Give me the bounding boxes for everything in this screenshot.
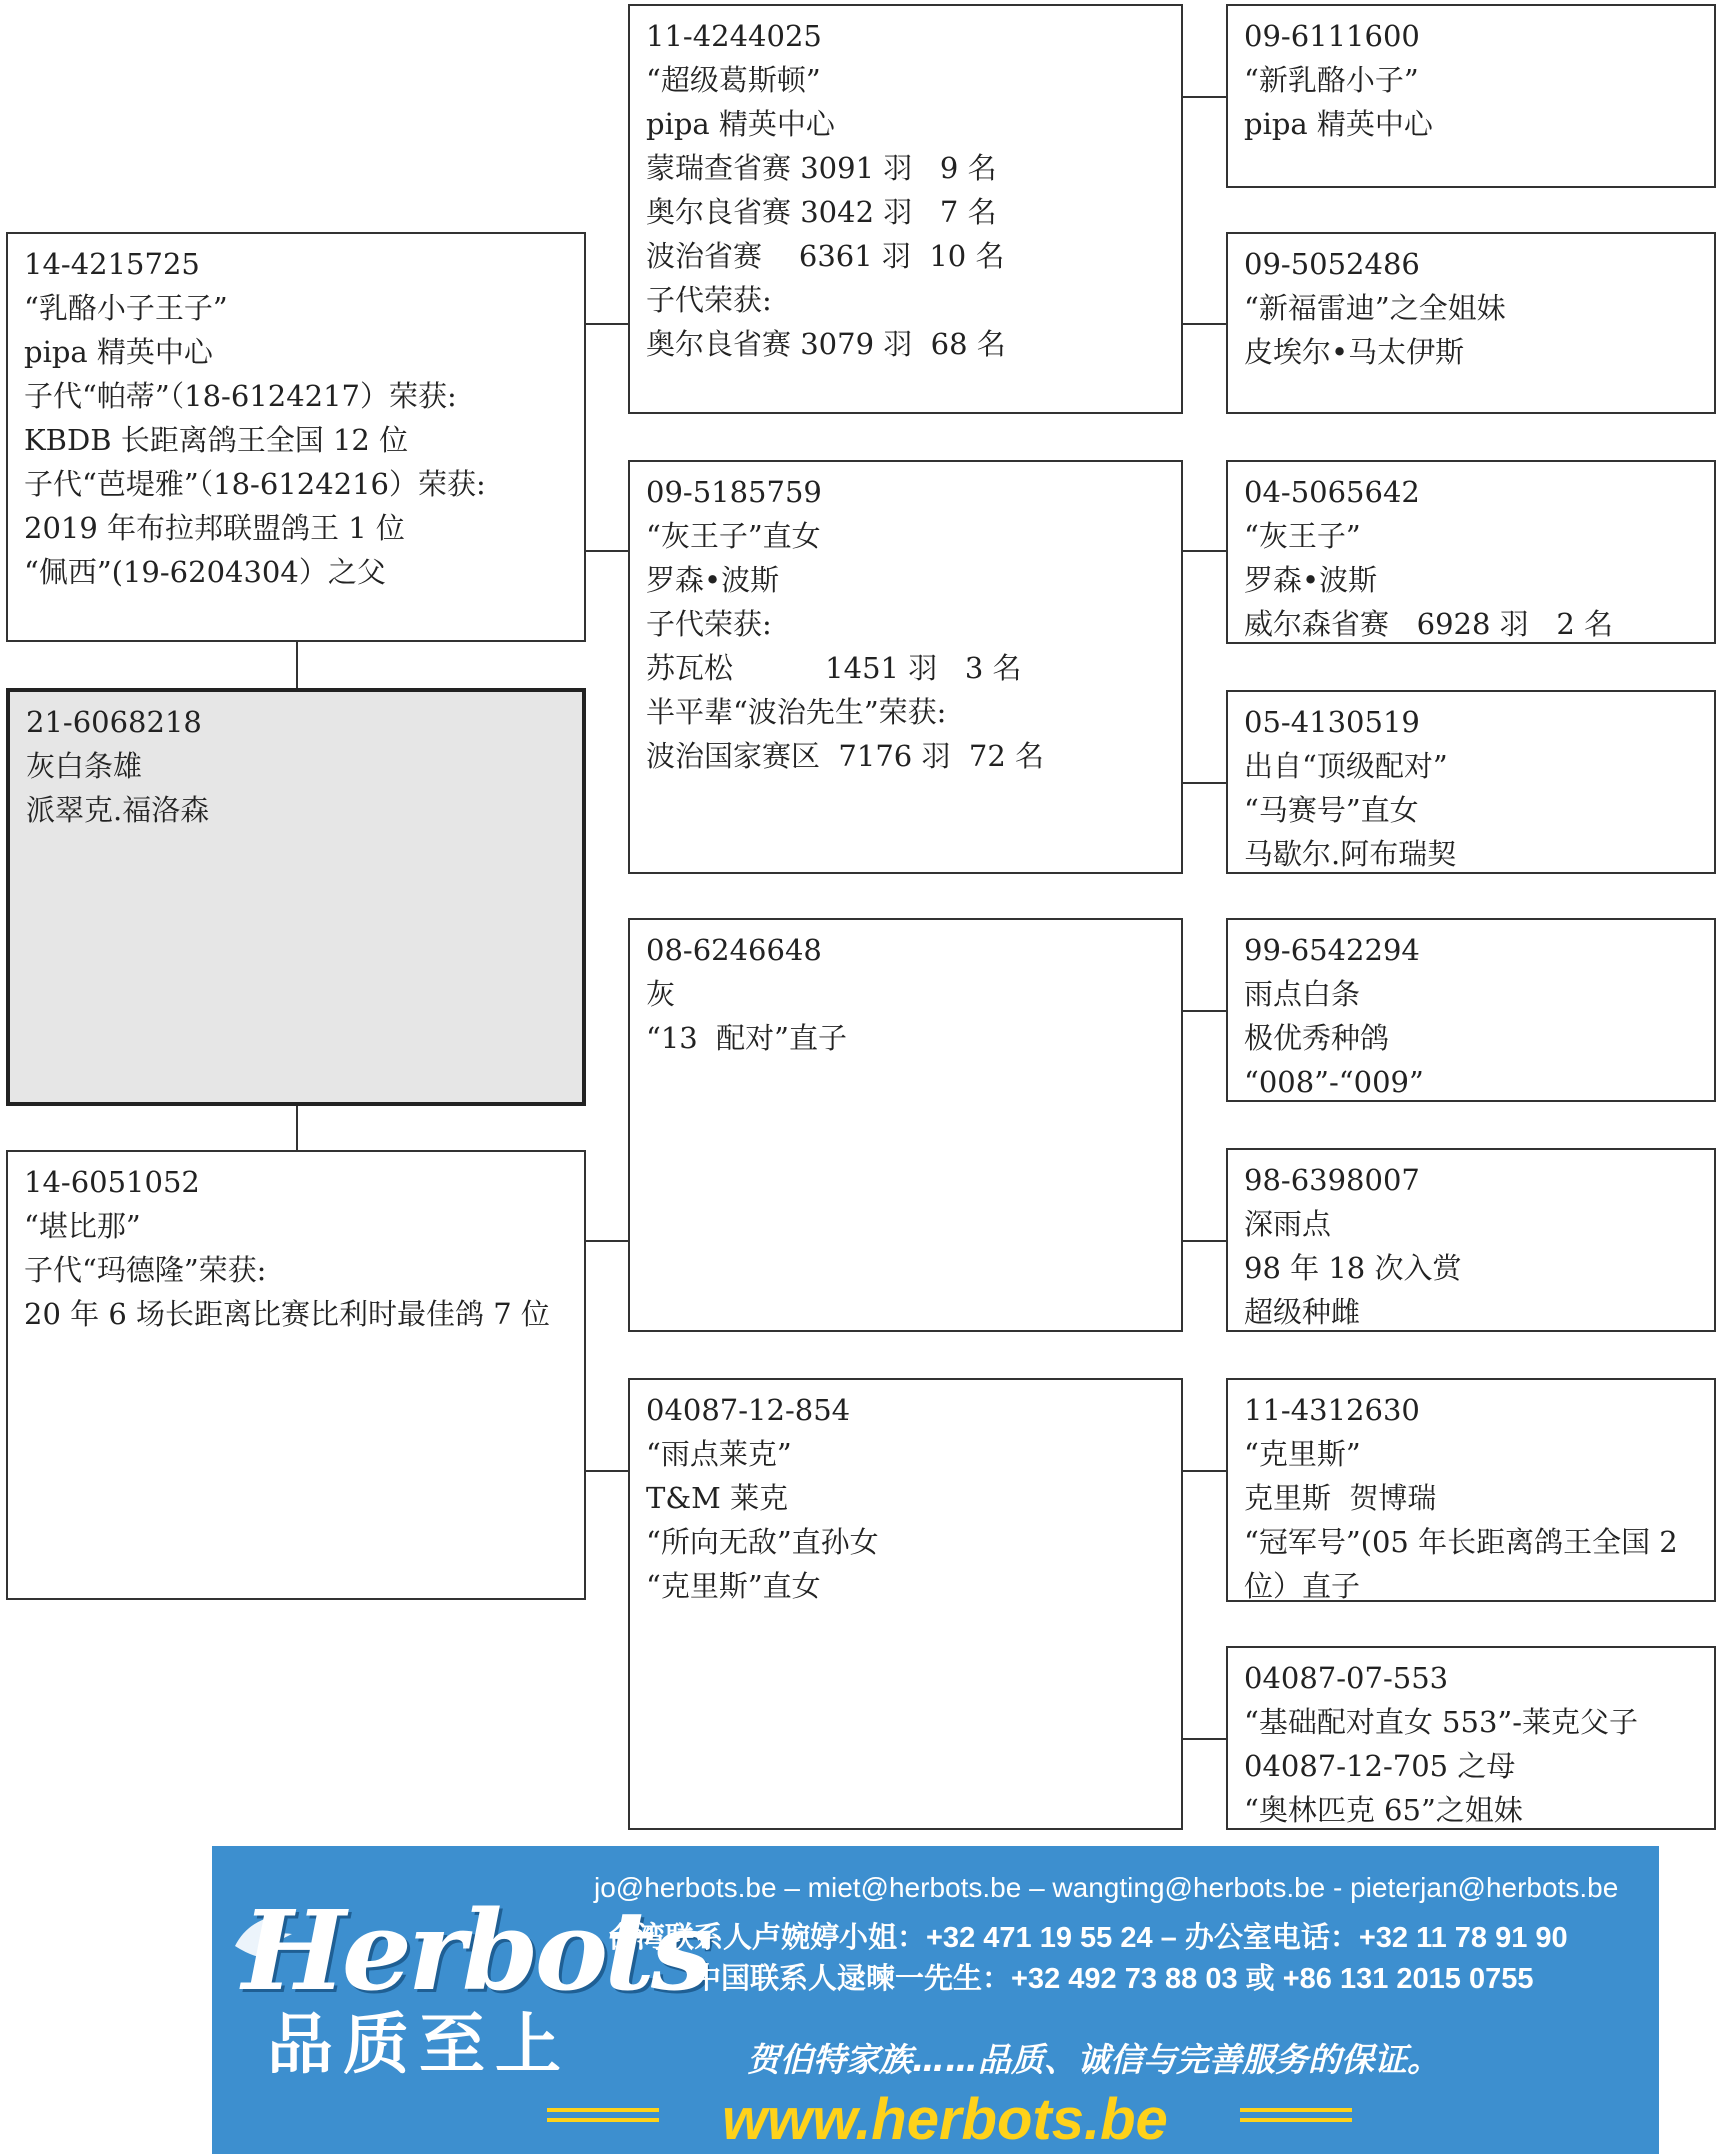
- pedigree-info-line: 2019 年布拉邦联盟鸽王 1 位: [24, 511, 405, 545]
- pedigree-info-line: 98 年 18 次入赏: [1244, 1251, 1462, 1285]
- connector-line: [586, 323, 628, 325]
- pedigree-info-line: “超级葛斯顿”: [646, 63, 821, 97]
- ring-number: 21-6068218: [26, 705, 202, 739]
- divider-line-right: [1240, 2118, 1352, 2122]
- pedigree-info-line: 子代“芭堤雅”（18-6124216）荣获:: [24, 467, 486, 501]
- pedigree-ss-card: [628, 4, 1183, 414]
- connector-line: [586, 1470, 628, 1472]
- ring-number: 04-5065642: [1244, 475, 1420, 509]
- pedigree-info-line: “克里斯”直女: [646, 1569, 821, 1603]
- pedigree-info-line: 奥尔良省赛 3079 羽 68 名: [646, 327, 1006, 361]
- pedigree-info-line: “所向无敌”直孙女: [646, 1525, 879, 1559]
- pedigree-info-line: 派翠克.福洛森: [26, 793, 210, 827]
- pedigree-info-line: 苏瓦松 1451 羽 3 名: [646, 651, 1022, 685]
- connector-line: [1183, 1010, 1226, 1012]
- pedigree-info-line: 克里斯 贺博瑞: [1244, 1481, 1437, 1515]
- pedigree-info-line: “马赛号”直女: [1244, 793, 1419, 827]
- connector-line: [1183, 782, 1226, 784]
- ring-number: 14-4215725: [24, 247, 200, 281]
- pedigree-info-line: pipa 精英中心: [646, 107, 835, 141]
- pedigree-info-line: 波治国家赛区 7176 羽 72 名: [646, 739, 1045, 773]
- pedigree-dsd-card: [1226, 1148, 1716, 1332]
- ring-number: 98-6398007: [1244, 1163, 1420, 1197]
- pedigree-sdd-card: [1226, 690, 1716, 874]
- pedigree-info-line: “雨点莱克”: [646, 1437, 792, 1471]
- pedigree-info-line: 04087-12-705 之母: [1244, 1749, 1516, 1783]
- divider-line-left: [547, 2108, 659, 2112]
- pedigree-info-line: 蒙瑞查省赛 3091 羽 9 名: [646, 151, 997, 185]
- connector-line: [1183, 96, 1226, 98]
- pedigree-info-line: 奥尔良省赛 3042 羽 7 名: [646, 195, 997, 229]
- connector-line: [296, 642, 298, 688]
- pedigree-info-line: 马歇尔.阿布瑞契: [1244, 837, 1457, 871]
- herbots-logo: Herbots: [242, 1886, 709, 2015]
- email-list[interactable]: jo@herbots.be – miet@herbots.be – wangting@herbots.be - pieterjan@herbots.be: [594, 1872, 1619, 1903]
- ring-number: 11-4312630: [1244, 1393, 1420, 1427]
- pedigree-info-line: 波治省赛 6361 羽 10 名: [646, 239, 1005, 273]
- pedigree-info-line: 子代“帕蒂”（18-6124217）荣获:: [24, 379, 457, 413]
- contact-china: 中国联系人逯暕一先生：+32 492 73 88 03 或 +86 131 2015 0755: [692, 1963, 1534, 1995]
- pedigree-info-line: 子代荣获:: [646, 283, 772, 317]
- footer-banner: [212, 1846, 1659, 2154]
- pedigree-dds-card: [1226, 1378, 1716, 1602]
- pedigree-info-line: 半平辈“波治先生”荣获:: [646, 695, 947, 729]
- ring-number: 14-6051052: [24, 1165, 200, 1199]
- slogan: 品质至上: [267, 2006, 571, 2083]
- pedigree-info-line: “堪比那”: [24, 1209, 141, 1243]
- connector-line: [1183, 1470, 1226, 1472]
- ring-number: 09-5185759: [646, 475, 822, 509]
- pedigree-subject-card: [6, 688, 586, 1106]
- pedigree-ddd-card: [1226, 1646, 1716, 1830]
- pedigree-sire-card: [6, 232, 586, 642]
- pedigree-sds-card: [1226, 460, 1716, 644]
- ring-number: 09-5052486: [1244, 247, 1420, 281]
- pedigree-info-line: “灰王子”直女: [646, 519, 821, 553]
- connector-line: [296, 1106, 298, 1150]
- pedigree-dam-card: [6, 1150, 586, 1600]
- ring-number: 04087-07-553: [1244, 1661, 1449, 1695]
- pedigree-info-line: 子代荣获:: [646, 607, 772, 641]
- pedigree-info-line: 深雨点: [1244, 1207, 1332, 1241]
- ring-number: 99-6542294: [1244, 933, 1420, 967]
- pedigree-info-line: 灰白条雄: [26, 749, 143, 783]
- pedigree-info-line: 子代“玛德隆”荣获:: [24, 1253, 267, 1287]
- pedigree-info-line: “008”-“009”: [1244, 1065, 1424, 1099]
- pedigree-info-line: “基础配对直女 553”-莱克父子: [1244, 1705, 1639, 1739]
- contact-taiwan: 台湾联系人卢婉婷小姐：+32 471 19 55 24 – 办公室电话：+32 11 78 91 90: [607, 1922, 1568, 1954]
- pedigree-info-line: 出自“顶级配对”: [1244, 749, 1448, 783]
- website-link[interactable]: www.herbots.be: [722, 2087, 1168, 2152]
- pedigree-info-line: 20 年 6 场长距离比赛比利时最佳鸽 7 位: [24, 1297, 550, 1331]
- pedigree-info-line: 皮埃尔•马太伊斯: [1244, 335, 1465, 369]
- connector-line: [586, 550, 628, 552]
- pedigree-ssd-card: [1226, 232, 1716, 414]
- pedigree-info-line: T&M 莱克: [646, 1481, 789, 1515]
- pedigree-dss-card: [1226, 918, 1716, 1102]
- pedigree-info-line: 罗森•波斯: [646, 563, 780, 597]
- pedigree-sd-card: [628, 460, 1183, 874]
- ring-number: 05-4130519: [1244, 705, 1420, 739]
- ring-number: 04087-12-854: [646, 1393, 851, 1427]
- pedigree-sss-card: [1226, 4, 1716, 188]
- divider-line-left: [547, 2118, 659, 2122]
- pedigree-info-line: 雨点白条: [1244, 977, 1361, 1011]
- tagline: 贺伯特家族……品质、诚信与完善服务的保证。: [747, 2040, 1440, 2079]
- pedigree-info-line: pipa 精英中心: [1244, 107, 1433, 141]
- pedigree-info-line: 超级种雌: [1244, 1295, 1361, 1329]
- ring-number: 09-6111600: [1244, 19, 1420, 53]
- divider-line-right: [1240, 2108, 1352, 2112]
- connector-line: [1183, 323, 1226, 325]
- connector-line: [1183, 1240, 1226, 1242]
- pedigree-dd-card: [628, 1378, 1183, 1830]
- pedigree-info-line: pipa 精英中心: [24, 335, 213, 369]
- pedigree-info-line: 极优秀种鸽: [1244, 1021, 1390, 1055]
- pedigree-info-line: “克里斯”: [1244, 1437, 1361, 1471]
- pedigree-info-line: “灰王子”: [1244, 519, 1361, 553]
- pedigree-info-line: “13 配对”直子: [646, 1021, 847, 1055]
- connector-line: [586, 1240, 628, 1242]
- pedigree-info-line: “奥林匹克 65”之姐妹: [1244, 1793, 1523, 1827]
- pedigree-info-line: “新福雷迪”之全姐妹: [1244, 291, 1506, 325]
- pedigree-info-line: KBDB 长距离鸽王全国 12 位: [24, 423, 409, 457]
- pedigree-info-line: 威尔森省赛 6928 羽 2 名: [1244, 607, 1613, 641]
- pedigree-info-line: 罗森•波斯: [1244, 563, 1378, 597]
- ring-number: 08-6246648: [646, 933, 822, 967]
- pedigree-info-line: “冠军号”(05 年长距离鸽王全国 2 位）直子: [1244, 1525, 1687, 1602]
- ring-number: 11-4244025: [646, 19, 822, 53]
- pedigree-info-line: 灰: [646, 977, 676, 1011]
- pedigree-info-line: “新乳酪小子”: [1244, 63, 1419, 97]
- pedigree-info-line: “佩西”(19-6204304）之父: [24, 555, 386, 589]
- pedigree-info-line: “乳酪小子王子”: [24, 291, 228, 325]
- pedigree-ds-card: [628, 918, 1183, 1332]
- connector-line: [1183, 1738, 1226, 1740]
- connector-line: [1183, 550, 1226, 552]
